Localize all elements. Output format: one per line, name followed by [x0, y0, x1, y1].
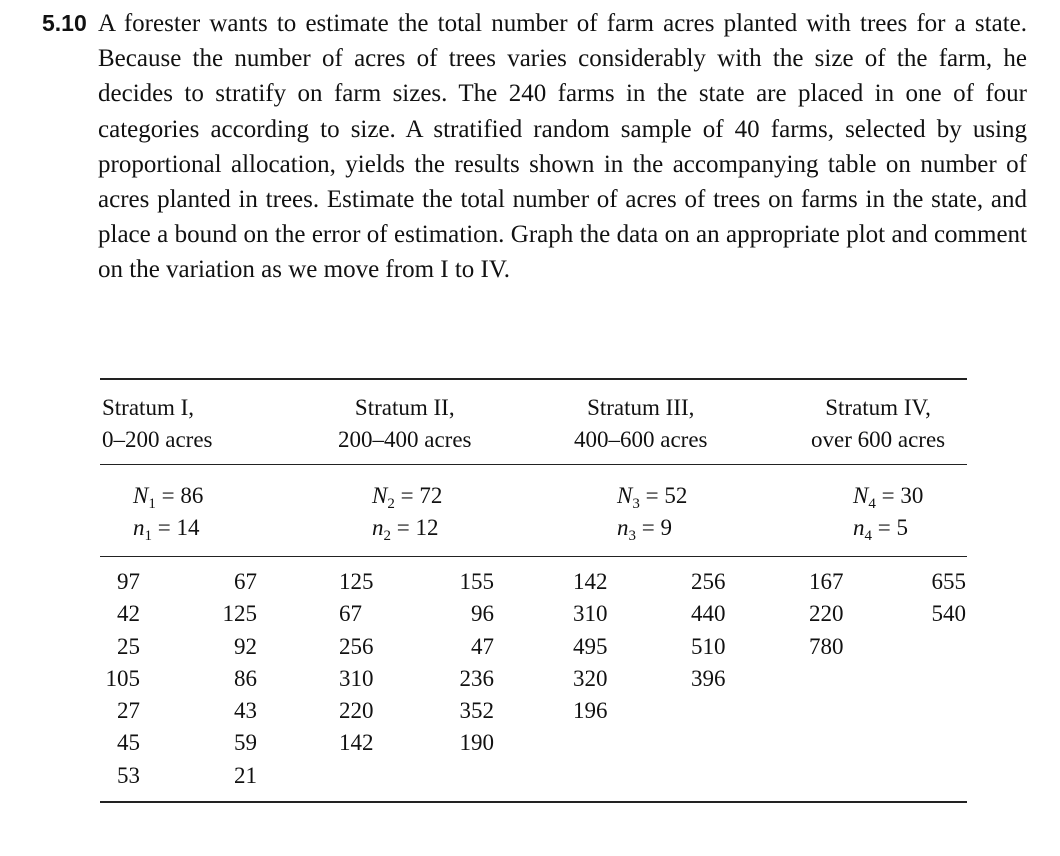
table-cell: 780 — [809, 633, 844, 659]
table-cell: 256 — [339, 633, 374, 659]
sample-size-3: $n_3 = 9$ — [617, 515, 672, 544]
table-cell: 352 — [459, 698, 494, 724]
stratum-4-name: Stratum IV, — [825, 395, 931, 420]
table-cell: 67 — [339, 601, 362, 627]
table-cell: 45 — [117, 730, 140, 756]
table-cell: 256 — [691, 569, 726, 594]
sample-size-2: $n_2 = 12$ — [372, 515, 439, 544]
table-cell: 236 — [459, 665, 494, 691]
table-cell: 21 — [234, 762, 257, 788]
stratum-4-header — [811, 392, 945, 456]
stratum-4-col-b — [915, 566, 966, 631]
table-cell: 540 — [931, 601, 966, 627]
table-cell: 196 — [573, 698, 608, 724]
table-cell: 320 — [573, 665, 608, 691]
stratum-2-name: Stratum II, — [354, 395, 455, 420]
table-cell: 310 — [573, 601, 608, 627]
table-cell: 142 — [339, 730, 374, 756]
table-cell: 53 — [117, 762, 140, 788]
table-cell: 86 — [234, 665, 257, 691]
stratum-4-range: over 600 acres — [811, 427, 946, 452]
table-cell: 97 — [117, 569, 140, 594]
table-cell: 396 — [691, 665, 726, 691]
table-cell: 155 — [459, 569, 494, 594]
table-header-rule — [100, 464, 967, 465]
stratum-3-col-a — [573, 566, 623, 727]
table-cell: 105 — [105, 665, 140, 691]
table-cell: 310 — [339, 665, 374, 691]
stratum-4-counts — [853, 480, 923, 544]
stratum-2-col-b — [443, 566, 494, 760]
table-cell: 510 — [691, 633, 726, 659]
table-cell: 96 — [471, 601, 494, 627]
table-top-rule — [100, 378, 967, 380]
stratum-2-counts — [372, 480, 442, 544]
table-cell: 190 — [459, 730, 494, 756]
population-size-3: $N_3 = 52$ — [617, 483, 688, 512]
stratum-3-header — [574, 392, 708, 456]
table-cell: 495 — [573, 633, 608, 659]
population-size-1: $N_1 = 86$ — [133, 483, 204, 512]
table-cell: 655 — [931, 569, 966, 594]
table-bottom-rule — [100, 801, 967, 803]
table-cell: 25 — [117, 633, 140, 659]
stratum-1-counts — [133, 480, 203, 544]
sample-size-4: $n_4 = 5$ — [853, 515, 908, 544]
stratum-1-name: Stratum I, — [102, 395, 194, 420]
table-cell: 92 — [234, 633, 257, 659]
table-cell: 220 — [339, 698, 374, 724]
stratum-1-col-a — [100, 566, 140, 792]
table-cell: 167 — [809, 569, 844, 594]
problem-block — [42, 6, 1027, 288]
problem-number: 5.10 — [42, 10, 87, 36]
table-cell: 125 — [222, 601, 257, 627]
stratum-3-name: Stratum III, — [587, 395, 695, 420]
table-cell: 27 — [117, 698, 140, 724]
stratum-1-col-b — [216, 566, 257, 792]
sample-size-1: $n_1 = 14$ — [133, 515, 200, 544]
stratum-3-counts — [617, 480, 687, 544]
stratum-2-col-a — [339, 566, 389, 760]
table-cell: 59 — [234, 730, 257, 756]
table-cell: 125 — [339, 569, 374, 594]
table-cell: 220 — [809, 601, 844, 627]
table-cell: 142 — [573, 569, 608, 594]
table-counts-rule — [100, 556, 967, 557]
population-size-2: $N_2 = 72$ — [372, 483, 443, 512]
population-size-4: $N_4 = 30$ — [853, 483, 924, 512]
stratum-2-range: 200–400 acres — [338, 427, 472, 452]
stratum-1-header — [102, 392, 213, 456]
stratum-3-range: 400–600 acres — [574, 427, 708, 452]
table-cell: 440 — [691, 601, 726, 627]
stratum-1-range: 0–200 acres — [102, 427, 213, 452]
stratum-2-header — [338, 392, 472, 456]
stratum-3-col-b — [691, 566, 741, 695]
table-cell: 67 — [234, 569, 257, 594]
table-cell: 42 — [117, 601, 140, 627]
problem-text: A forester wants to estimate the total number of farm acres planted with trees for a state. Because the number of acres of trees varies considerably with the size of the farm, he decides to stratify on farm sizes. The 240 farms in the state are placed in one of four categories according to size. A stratified random sample of 40 farms, selected by using proportional allocation, yields the results shown in the accompanying table on number of acres planted in trees. Estimate the total number of acres of trees on farms in the state, and place a bound on the error of estimation. Graph the data on an appropriate plot and comment on the variation as we move from I to IV. — [98, 10, 1027, 284]
table-cell: 43 — [234, 698, 257, 724]
stratum-4-col-a — [809, 566, 859, 663]
table-cell: 47 — [471, 633, 494, 659]
